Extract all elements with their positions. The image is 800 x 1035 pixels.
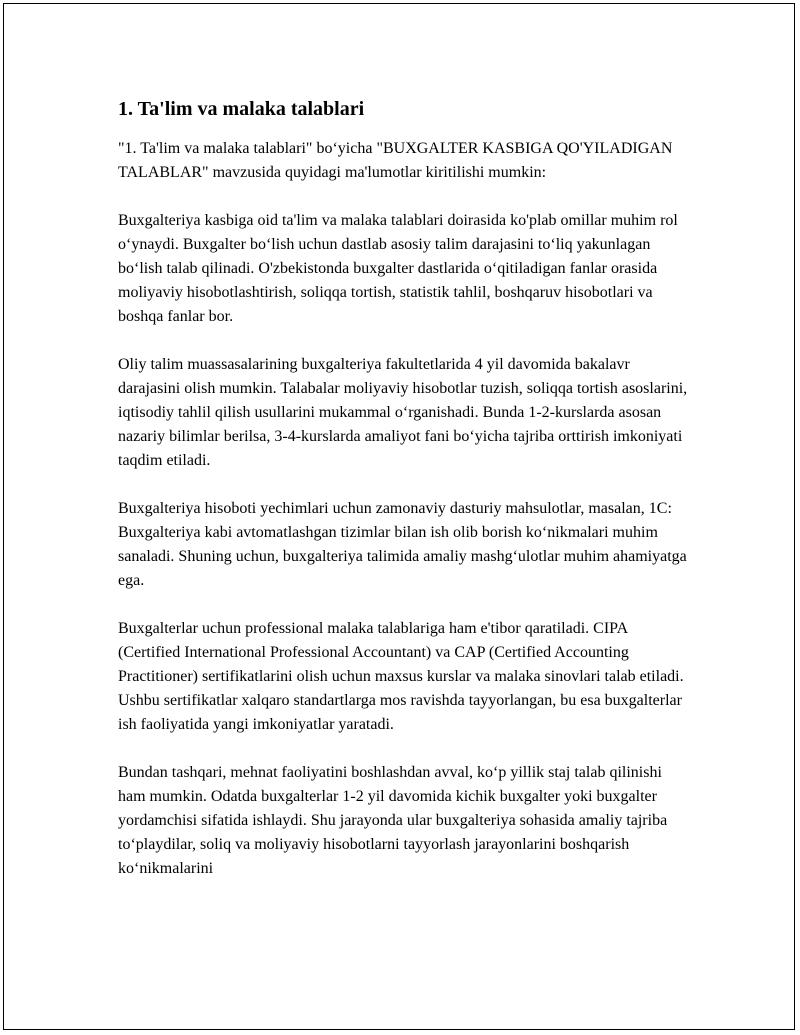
paragraph-intro: "1. Ta'lim va malaka talablari" bo‘yicha "BUXGALTER KASBIGA QO'YILADIGAN TALABLAR" mavzusida quyidagi ma'lumotlar kiritilishi mumkin: xyxy=(118,140,673,181)
paragraph-work-experience: Bundan tashqari, mehnat faoliyatini boshlashdan avval, ko‘p yillik staj talab qilinishi ham mumkin. Odatda buxgalterlar 1-2 yil davomida kichik buxgalter yoki buxgalter yordamchisi sifatida ishlaydi. Shu jarayonda ular buxgalteriya sohasida amaliy tajriba to‘playdilar, soliq va moliyaviy hisobotlarni tayyorlash jarayonlarini boshqarish ko‘nikmalarini xyxy=(118,764,668,877)
paragraph-higher-education: Oliy talim muassasalarining buxgalteriya fakultetlarida 4 yil davomida bakalavr darajasini olish mumkin. Talabalar moliyaviy hisobotlar tuzish, soliqqa tortish asoslarini, iqtisodiy tahlil qilish usullarini mukammal o‘rganishadi. Bunda 1-2-kurslarda asosan nazariy bilimlar berilsa, 3-4-kurslarda amaliyot fani bo‘yicha tajriba orttirish imkoniyati taqdim etiladi. xyxy=(118,356,688,469)
paragraph-professional-certification: Buxgalterlar uchun professional malaka talablariga ham e'tibor qaratiladi. CIPA (Certified International Professional Accountant) va CAP (Certified Accounting Practitioner) sertifikatlarini olish uchun maxsus kurslar va malaka sinovlari talab etiladi. Ushbu sertifikatlar xalqaro standartlarga mos ravishda tayyorlangan, bu esa buxgalterlar ish faoliyatida yangi imkoniyatlar yaratadi. xyxy=(118,620,684,733)
document-body xyxy=(118,95,690,905)
section-heading: 1. Ta'lim va malaka talablari xyxy=(118,98,365,120)
document-page xyxy=(3,3,795,1030)
paragraph-software-skills: Buxgalteriya hisoboti yechimlari uchun zamonaviy dasturiy mahsulotlar, masalan, 1C: Buxgalteriya kabi avtomatlashgan tizimlar bilan ish olib borish ko‘nikmalari muhim sanaladi. Shuning uchun, buxgalteriya talimida amaliy mashg‘ulotlar muhim ahamiyatga ega. xyxy=(118,500,687,589)
paragraph-education-factors: Buxgalteriya kasbiga oid ta'lim va malaka talablari doirasida ko'plab omillar muhim rol o‘ynaydi. Buxgalter bo‘lish uchun dastlab asosiy talim darajasini to‘liq yakunlagan bo‘lish talab qilinadi. O'zbekistonda buxgalter dastlarida o‘qitiladigan fanlar orasida moliyaviy hisobotlashtirish, soliqqa tortish, statistik tahlil, boshqaruv hisobotlari va boshqa fanlar bor. xyxy=(118,212,678,325)
